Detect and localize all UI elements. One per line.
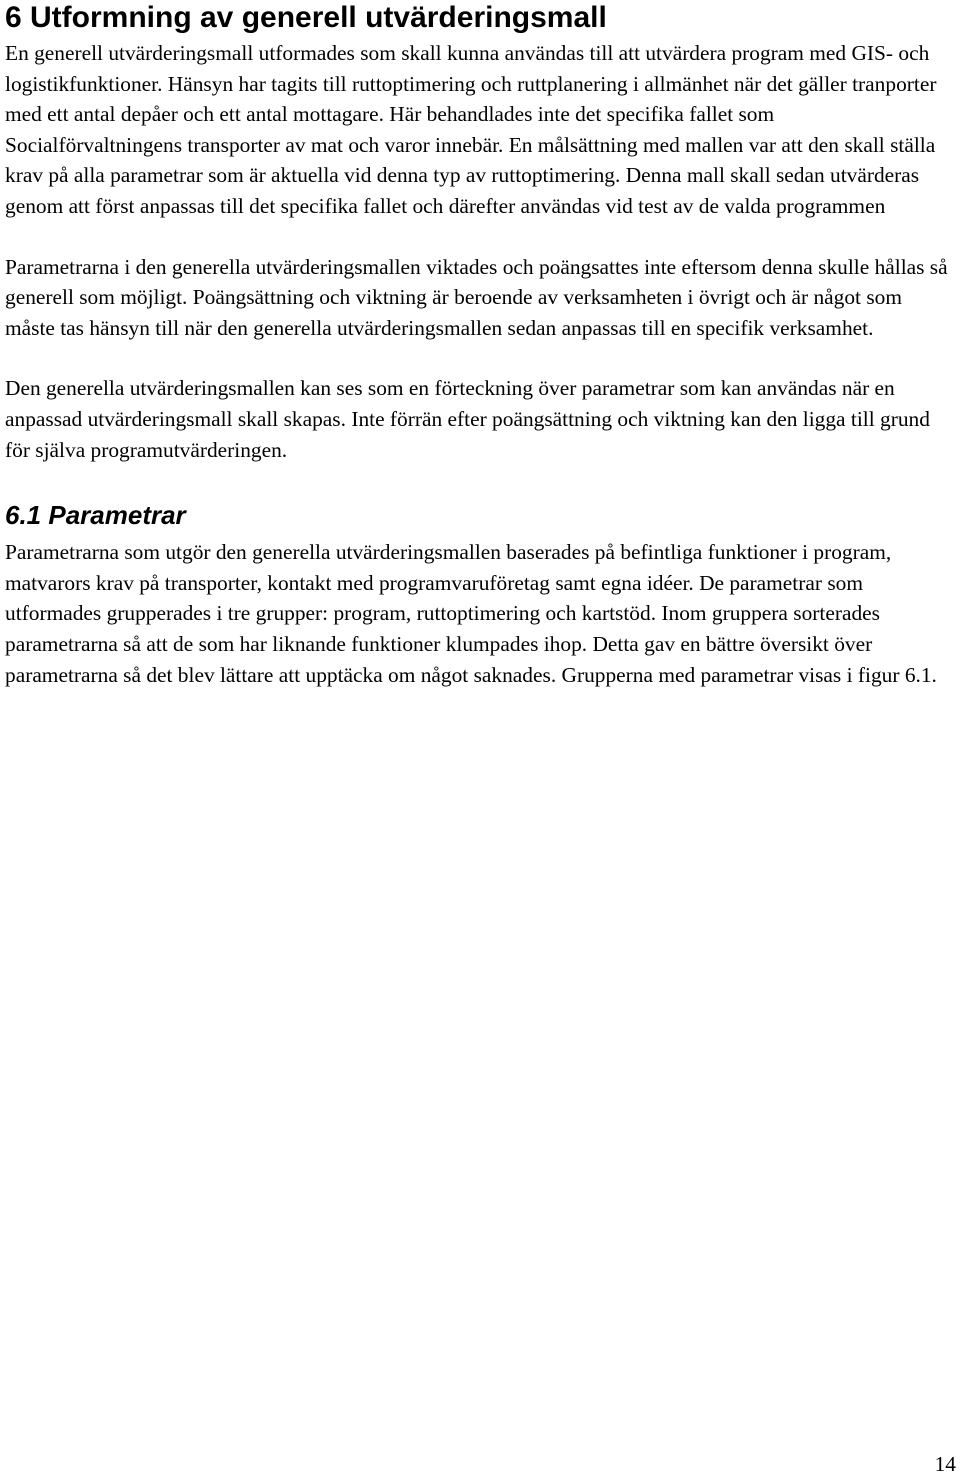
document-page <box>5 0 955 690</box>
paragraph-parameter-list: Den generella utvärderingsmallen kan ses som en förteckning över parametrar som kan användas när en anpassad utvärderingsmall skall skapas. Inte förrän efter poängsättning och viktning kan den ligga till grund för själva programutvärderingen. <box>5 376 930 462</box>
subsection-title: 6.1 Parametrar <box>5 500 186 531</box>
paragraph-parameters: Parametrarna som utgör den generella utvärderingsmallen baserades på befintliga funktioner i program, matvarors krav på transporter, kontakt med programvaruföretag samt egna idéer. De parametrar som utformades grupperades i tre grupper: program, ruttoptimering och kartstöd. Inom gruppera sorterades parametrarna så att de som har liknande funktioner klumpades ihop. Detta gav en bättre översikt över parametrarna så det blev lättare att upptäcka om något saknades. Grupperna med parametrar visas i figur 6.1. <box>5 540 937 687</box>
paragraph-weighting: Parametrarna i den generella utvärderingsmallen viktades och poängsattes inte eftersom denna skulle hållas så generell som möjligt. Poängsättning och viktning är beroende av verksamheten i övrigt och är något som måste tas hänsyn till när den generella utvärderingsmallen sedan anpassas till en specifik verksamhet. <box>5 254 948 340</box>
paragraph-intro: En generell utvärderingsmall utformades som skall kunna användas till att utvärdera program med GIS- och logistikfunktioner. Hänsyn har tagits till ruttoptimering och ruttplanering i allmänhet när det gäller tranporter med ett antal depåer och ett antal mottagare. Här behandlades inte det specifika fallet som Socialförvaltningens transporter av mat och varor innebär. En målsättning med mallen var att den skall ställa krav på alla parametrar som är aktuella vid denna typ av ruttoptimering. Denna mall skall sedan utvärderas genom att först anpassas till det specifika fallet och därefter användas vid test av de valda programmen <box>5 41 937 218</box>
page-number: 14 <box>934 1452 956 1476</box>
section-title: 6 Utformning av generell utvärderingsmall <box>5 1 607 34</box>
